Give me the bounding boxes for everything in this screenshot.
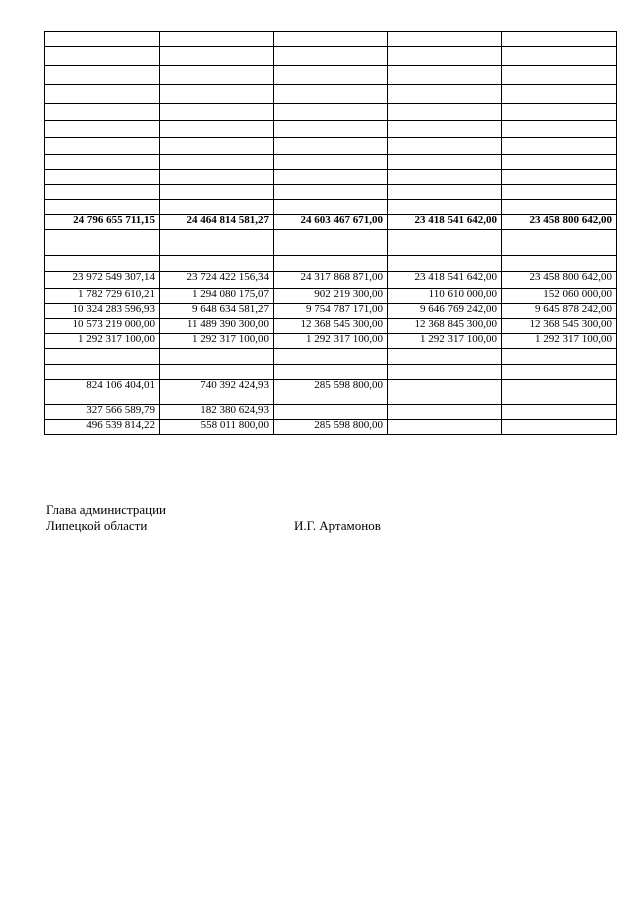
table-cell [388,256,502,272]
table-row [45,138,617,155]
table-cell [45,138,160,155]
table-cell: 1 292 317 100,00 [45,334,160,349]
table-cell [160,349,274,365]
table-cell [502,349,617,365]
table-cell: 24 464 814 581,27 [160,215,274,230]
table-cell: 558 011 800,00 [160,420,274,435]
table-cell [274,170,388,185]
table-cell: 496 539 814,22 [45,420,160,435]
table-cell: 9 754 787 171,00 [274,304,388,319]
table-row [45,256,617,272]
table-cell: 23 418 541 642,00 [388,215,502,230]
table-cell [160,230,274,256]
table-cell [274,121,388,138]
table-cell [388,85,502,104]
table-cell: 182 380 624,93 [160,405,274,420]
table-cell [45,121,160,138]
table-cell: 23 972 549 307,14 [45,272,160,289]
table-cell [388,138,502,155]
table-cell: 12 368 845 300,00 [388,319,502,334]
table-cell: 152 060 000,00 [502,289,617,304]
table-cell: 1 294 080 175,07 [160,289,274,304]
table-cell [160,155,274,170]
table-cell: 9 648 634 581,27 [160,304,274,319]
table-row [45,66,617,85]
table-cell: 9 646 769 242,00 [388,304,502,319]
table-cell: 23 418 541 642,00 [388,272,502,289]
table-cell: 285 598 800,00 [274,380,388,405]
table-cell [45,85,160,104]
table-cell [502,121,617,138]
table-cell [45,47,160,66]
signature-title-line2: Липецкой области [46,518,148,533]
table-cell [45,104,160,121]
table-cell: 12 368 545 300,00 [274,319,388,334]
table-cell [502,47,617,66]
table-cell: 1 292 317 100,00 [388,334,502,349]
table-row [45,304,617,319]
table-cell [388,155,502,170]
table-cell [388,47,502,66]
table-cell [45,66,160,85]
table-cell [388,185,502,200]
table-row [45,104,617,121]
table-row [45,200,617,215]
table-cell: 1 782 729 610,21 [45,289,160,304]
table-cell: 24 317 868 871,00 [274,272,388,289]
table-cell [160,170,274,185]
table-cell [274,155,388,170]
table-cell [502,170,617,185]
table-cell [502,66,617,85]
table-cell [274,32,388,47]
table-cell [502,256,617,272]
table-cell [502,138,617,155]
table-cell [45,32,160,47]
table-cell [45,365,160,380]
table-row [45,420,617,435]
table-cell [160,138,274,155]
table-cell [388,121,502,138]
table-cell [388,365,502,380]
table-cell [160,121,274,138]
table-cell: 110 610 000,00 [388,289,502,304]
table-row [45,349,617,365]
table-cell: 11 489 390 300,00 [160,319,274,334]
table-cell [502,32,617,47]
table-cell [160,104,274,121]
table-cell [388,405,502,420]
table-cell [274,138,388,155]
table-row [45,272,617,289]
table-cell [274,104,388,121]
table-cell: 824 106 404,01 [45,380,160,405]
table-cell [388,380,502,405]
table-row [45,185,617,200]
table-cell: 1 292 317 100,00 [502,334,617,349]
table-cell [274,256,388,272]
table-cell [45,185,160,200]
table-cell [388,420,502,435]
table-cell [502,200,617,215]
table-cell [45,155,160,170]
table-cell [160,256,274,272]
budget-table [44,31,617,435]
table-row [45,155,617,170]
table-cell: 9 645 878 242,00 [502,304,617,319]
table-cell [388,32,502,47]
table-cell [388,104,502,121]
table-cell [274,185,388,200]
table-cell: 12 368 545 300,00 [502,319,617,334]
table-cell [502,365,617,380]
table-row [45,170,617,185]
table-row [45,319,617,334]
table-cell: 902 219 300,00 [274,289,388,304]
table-cell [160,66,274,85]
table-cell [502,405,617,420]
table-cell: 327 566 589,79 [45,405,160,420]
table-row [45,47,617,66]
table-cell [388,66,502,85]
table-row [45,380,617,405]
signature-title [46,502,166,534]
table-row [45,230,617,256]
table-cell [274,47,388,66]
table-row [45,85,617,104]
table-cell [502,420,617,435]
table-cell [274,66,388,85]
table-cell: 1 292 317 100,00 [160,334,274,349]
table-cell [502,380,617,405]
table-cell: 24 603 467 671,00 [274,215,388,230]
table-cell [45,230,160,256]
budget-table-body [45,32,617,435]
table-cell [160,200,274,215]
table-cell [388,230,502,256]
table-cell: 10 324 283 596,93 [45,304,160,319]
table-cell: 23 724 422 156,34 [160,272,274,289]
table-cell: 740 392 424,93 [160,380,274,405]
table-cell [274,365,388,380]
table-cell [274,349,388,365]
table-cell [274,405,388,420]
table-cell [274,200,388,215]
table-cell: 24 796 655 711,15 [45,215,160,230]
table-cell [388,200,502,215]
table-cell [502,104,617,121]
table-cell [45,200,160,215]
table-cell: 285 598 800,00 [274,420,388,435]
signature-title-line1: Глава администрации [46,502,167,517]
table-cell: 10 573 219 000,00 [45,319,160,334]
table-cell: 1 292 317 100,00 [274,334,388,349]
table-cell [45,256,160,272]
table-row [45,121,617,138]
table-cell [502,155,617,170]
table-cell [502,185,617,200]
table-row [45,334,617,349]
table-cell [160,365,274,380]
table-row [45,289,617,304]
table-cell [274,85,388,104]
table-cell [502,230,617,256]
table-row [45,32,617,47]
table-cell [160,185,274,200]
table-cell: 23 458 800 642,00 [502,272,617,289]
table-cell [502,85,617,104]
table-cell [160,32,274,47]
table-cell [388,349,502,365]
table-row [45,365,617,380]
table-cell [160,47,274,66]
table-cell [274,230,388,256]
table-cell [388,170,502,185]
table-cell [45,349,160,365]
signer-name: И.Г. Артамонов [294,518,381,533]
table-row [45,405,617,420]
table-row [45,215,617,230]
table-cell: 23 458 800 642,00 [502,215,617,230]
table-cell [45,170,160,185]
table-cell [160,85,274,104]
